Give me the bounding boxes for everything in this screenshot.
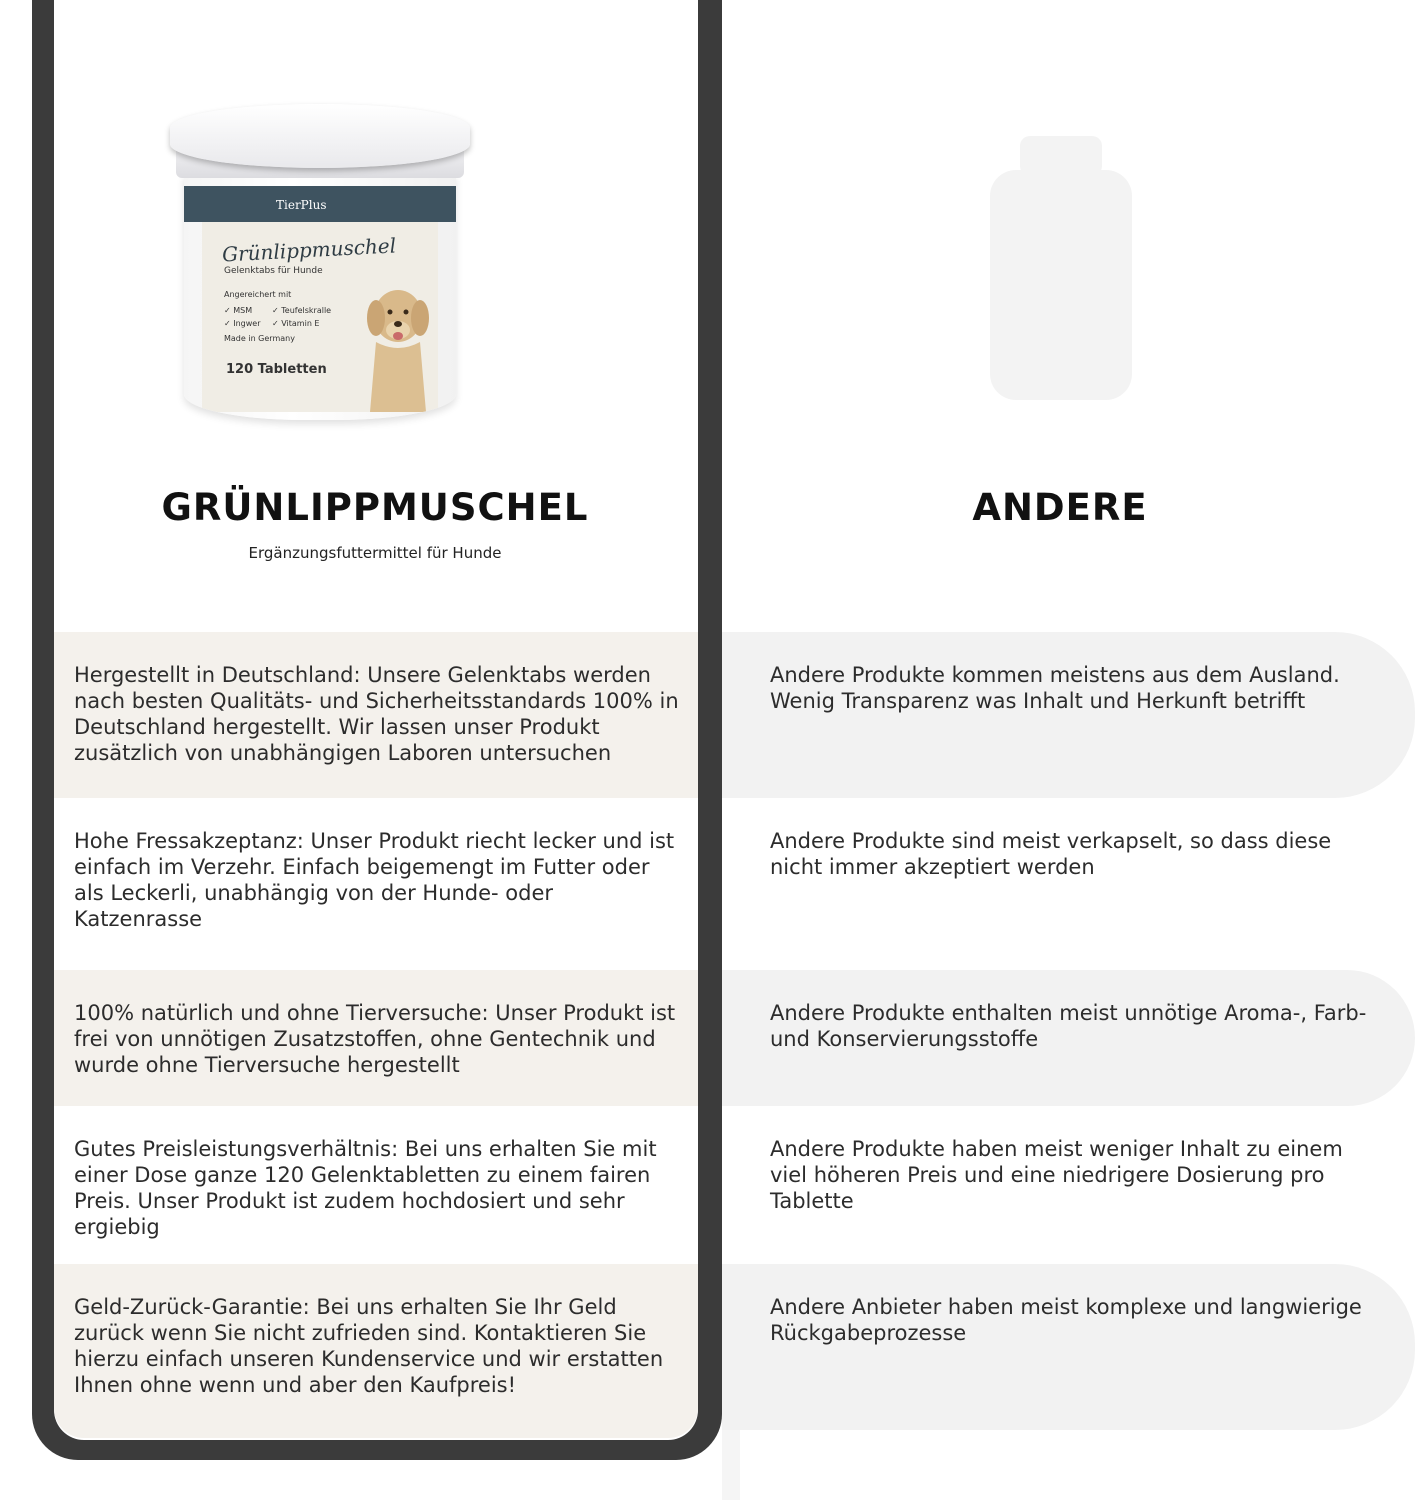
ingredient: ✓ Teufelskralle (272, 306, 332, 315)
competitor-feature-row: Andere Produkte haben meist weniger Inhalt zu einem viel höheren Preis und eine niedrigere Dosierung pro Tablette (770, 1137, 1343, 1213)
jar-label-made-in: Made in Germany (224, 334, 295, 343)
jar-body (184, 174, 456, 420)
divider-strip (722, 1430, 740, 1500)
product-feature-row: Hohe Fressakzeptanz: Unser Produkt riecht lecker und ist einfach im Verzehr. Einfach beigemengt im Futter oder als Leckerli, unabhängig von der Hunde- oder Katzenrasse (74, 829, 675, 931)
jar-label (202, 222, 438, 412)
jar-brand: TierPlus (276, 198, 327, 212)
jar-label-band (184, 186, 456, 222)
competitor-feature-row: Andere Produkte enthalten meist unnötige Aroma-, Farb- und Konservierungsstoffe (722, 970, 1415, 1106)
jar-lid (170, 104, 470, 168)
product-jar-image (170, 104, 470, 424)
competitor-feature-row: Andere Produkte kommen meistens aus dem Ausland. Wenig Transparenz was Inhalt und Herkunft betrifft (722, 632, 1415, 798)
product-feature-row: Geld-Zurück-Garantie: Bei uns erhalten Sie Ihr Geld zurück wenn Sie nicht zufrieden sind. Kontaktieren Sie hierzu einfach unseren Kundenservice und wir erstatten Ihnen ohne wenn und aber den Kaufpreis! (54, 1264, 698, 1438)
jar-label-ingredients-a (224, 304, 261, 330)
product-title: GRÜNLIPPMUSCHEL (161, 486, 589, 529)
ingredient: ✓ Ingwer (224, 319, 261, 328)
product-feature-row: Gutes Preisleistungsverhältnis: Bei uns erhalten Sie mit einer Dose ganze 120 Gelenktabletten zu einem fairen Preis. Unser Produkt ist zudem hochdosiert und sehr ergiebig (74, 1137, 657, 1239)
competitor-feature-row: Andere Produkte sind meist verkapselt, so dass diese nicht immer akzeptiert werden (770, 829, 1332, 879)
jar-label-subtitle: Gelenktabs für Hunde (224, 266, 323, 276)
jar-label-count: 120 Tabletten (226, 362, 327, 377)
bottle-placeholder-icon (990, 136, 1132, 400)
product-feature-row: 100% natürlich und ohne Tierversuche: Unser Produkt ist frei von unnötigen Zusatzstoffen, ohne Gentechnik und wurde ohne Tierversuche hergestellt (54, 970, 698, 1106)
jar-label-enriched: Angereichert mit (224, 290, 292, 299)
jar-label-title: Grünlippmuschel (221, 233, 397, 267)
dog-icon (362, 282, 434, 412)
competitor-feature-row: Andere Anbieter haben meist komplexe und langwierige Rückgabeprozesse (722, 1264, 1415, 1430)
competitor-title: ANDERE (972, 486, 1148, 529)
product-feature-row: Hergestellt in Deutschland: Unsere Gelenktabs werden nach besten Qualitäts- und Sicherheitsstandards 100% in Deutschland hergestellt. Wir lassen unser Produkt zusätzlich von unabhängigen Laboren untersuchen (54, 632, 698, 798)
product-subtitle: Ergänzungsfuttermittel für Hunde (248, 544, 502, 562)
jar-label-ingredients-b (272, 304, 331, 330)
ingredient: ✓ MSM (224, 306, 253, 315)
ingredient: ✓ Vitamin E (272, 319, 320, 328)
